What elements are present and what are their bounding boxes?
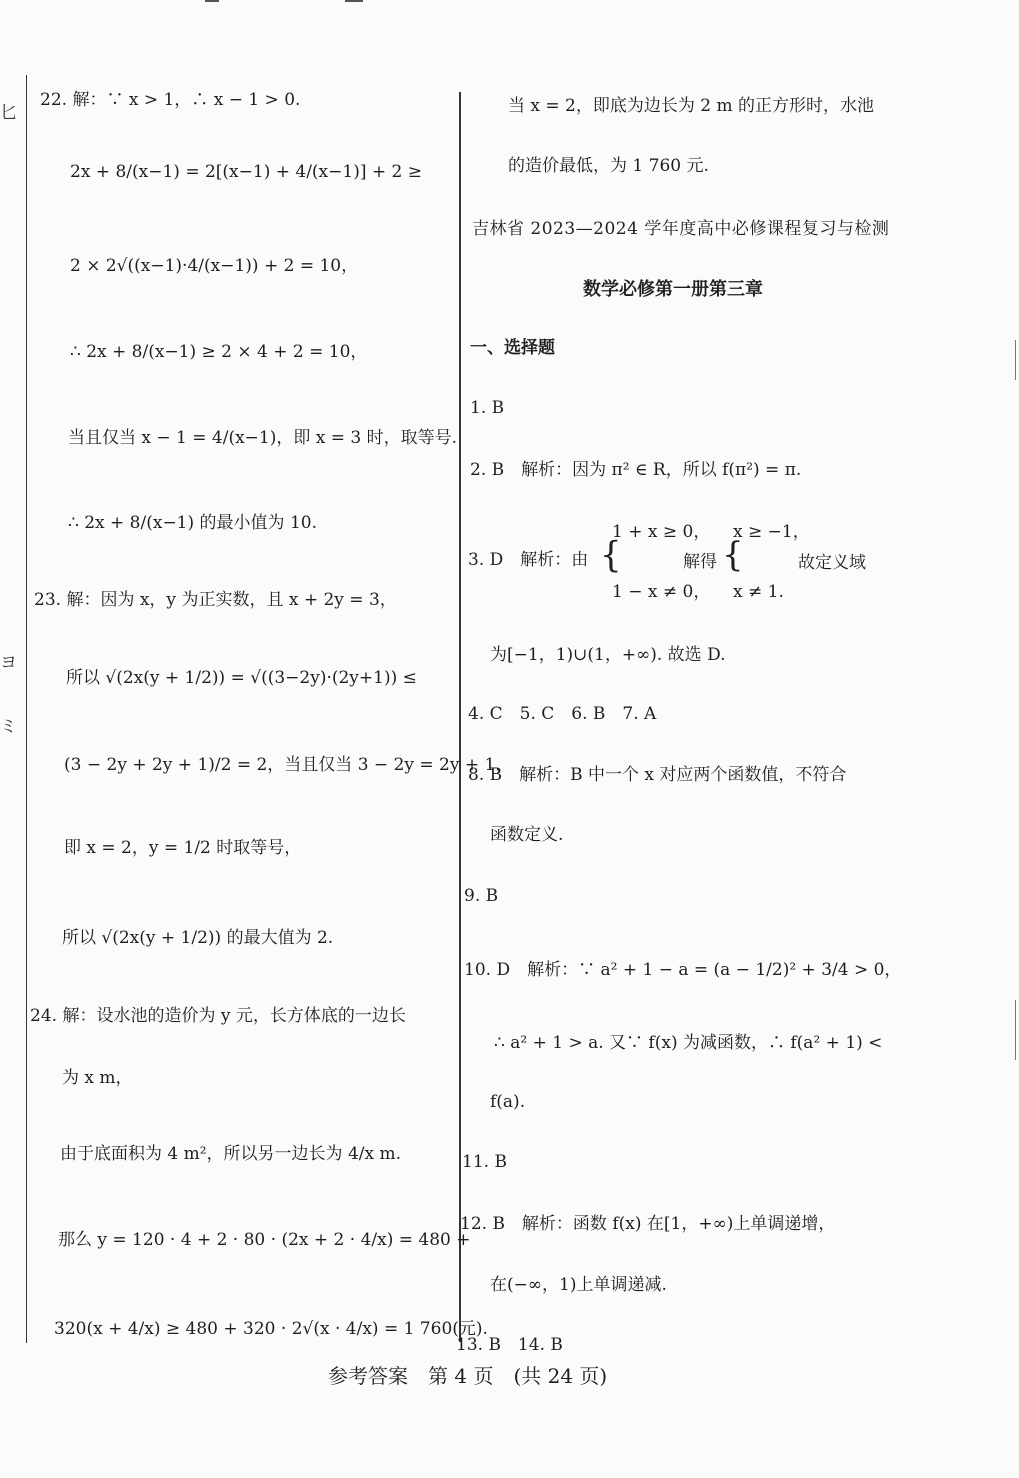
- answer-line: 为[−1，1)∪(1，+∞). 故选 D.: [490, 645, 726, 665]
- edge-fragment: ミ: [0, 717, 17, 737]
- left-brace: {: [600, 534, 622, 576]
- section-heading: 一、选择题: [470, 338, 555, 357]
- left-margin-rule: [26, 75, 27, 1343]
- q22-line: 22. 解：∵ x > 1，∴ x − 1 > 0.: [40, 90, 301, 110]
- column-divider: [459, 92, 461, 1342]
- answer-line: 10. D 解析：∵ a² + 1 − a = (a − 1/2)² + 3/4 > 0，: [464, 960, 902, 980]
- right-edge-mark: [1015, 340, 1016, 380]
- q24-line: 320(x + 4/x) ≥ 480 + 320 · 2√(x · 4/x) = 1 760(元).: [54, 1319, 488, 1339]
- right-edge-mark: [1015, 1000, 1016, 1060]
- case-line: x ≠ 1.: [733, 582, 784, 602]
- chapter-title: 数学必修第一册第三章: [583, 279, 763, 299]
- q22-line: ∴ 2x + 8/(x−1) ≥ 2 × 4 + 2 = 10，: [70, 342, 368, 362]
- q23-line: 所以 √(2x(y + 1/2)) 的最大值为 2.: [62, 928, 334, 948]
- case-line: 1 − x ≠ 0，: [612, 582, 711, 602]
- q22-line: 2 × 2√((x−1)·4/(x−1)) + 2 = 10，: [70, 256, 359, 276]
- answer-line: f(a).: [490, 1092, 526, 1112]
- answer-line: 函数定义.: [490, 825, 564, 845]
- q24-continuation: 当 x = 2，即底为边长为 2 m 的正方形时，水池: [508, 96, 875, 116]
- q24-line: 由于底面积为 4 m²，所以另一边长为 4/x m.: [60, 1144, 402, 1164]
- answer-line: 解得: [683, 552, 717, 572]
- q22-line: 当且仅当 x − 1 = 4/(x−1)，即 x = 3 时，取等号.: [68, 428, 458, 448]
- answer-line: 9. B: [464, 886, 499, 906]
- answer-line: 故定义域: [798, 553, 866, 573]
- q23-line: 即 x = 2，y = 1/2 时取等号，: [64, 838, 302, 858]
- q23-line: (3 − 2y + 2y + 1)/2 = 2，当且仅当 3 − 2y = 2y + 1，: [64, 755, 513, 775]
- q24-continuation: 的造价最低，为 1 760 元.: [508, 156, 709, 176]
- case-line: 1 + x ≥ 0，: [612, 522, 711, 542]
- answer-line: 12. B 解析：函数 f(x) 在[1，+∞)上单调递增，: [460, 1214, 836, 1234]
- top-mark: [345, 0, 363, 2]
- top-mark: [205, 0, 219, 2]
- answer-line: 3. D 解析：由: [468, 550, 589, 570]
- case-line: x ≥ −1，: [733, 522, 810, 542]
- page-footer: 参考答案 第 4 页 (共 24 页): [328, 1364, 608, 1388]
- q22-line: 2x + 8/(x−1) = 2[(x−1) + 4/(x−1)] + 2 ≥: [70, 162, 422, 182]
- q23-line: 所以 √(2x(y + 1/2)) = √((3−2y)·(2y+1)) ≤: [66, 668, 417, 688]
- exam-header: 吉林省 2023—2024 学年度高中必修课程复习与检测: [472, 219, 890, 239]
- edge-fragment: ヨ: [0, 653, 17, 673]
- answer-line: 8. B 解析：B 中一个 x 对应两个函数值，不符合: [468, 765, 847, 785]
- q24-line: 24. 解：设水池的造价为 y 元，长方体底的一边长: [30, 1006, 406, 1026]
- answer-line: 4. C 5. C 6. B 7. A: [468, 704, 657, 724]
- edge-fragment: 匕: [0, 103, 17, 123]
- answer-line: 13. B 14. B: [456, 1335, 563, 1355]
- q24-line: 为 x m，: [62, 1068, 133, 1088]
- answer-line: 1. B: [470, 398, 505, 418]
- answer-line: 2. B 解析：因为 π² ∈ R，所以 f(π²) = π.: [470, 460, 802, 480]
- answer-line: 11. B: [462, 1152, 507, 1172]
- left-brace: {: [722, 535, 744, 575]
- answer-line: ∴ a² + 1 > a. 又∵ f(x) 为减函数，∴ f(a² + 1) <: [494, 1033, 883, 1053]
- q23-line: 23. 解：因为 x，y 为正实数，且 x + 2y = 3，: [34, 590, 397, 610]
- q22-line: ∴ 2x + 8/(x−1) 的最小值为 10.: [68, 513, 317, 533]
- answer-line: 在(−∞，1)上单调递减.: [490, 1275, 667, 1295]
- q24-line: 那么 y = 120 · 4 + 2 · 80 · (2x + 2 · 4/x) = 480 +: [58, 1230, 471, 1250]
